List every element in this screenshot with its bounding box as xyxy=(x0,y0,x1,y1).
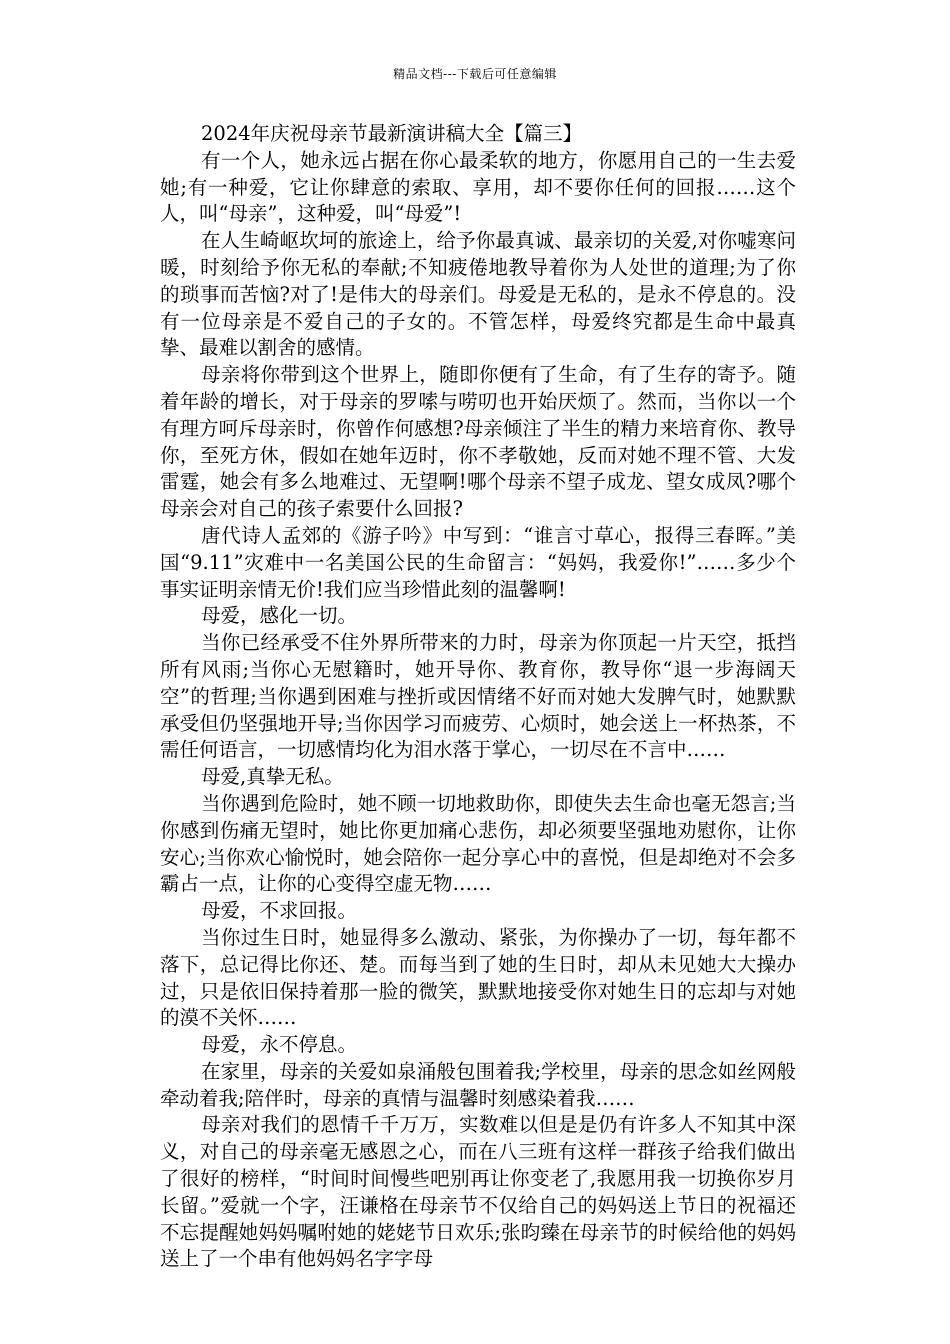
section-heading-4: 母爱，永不停息。 xyxy=(201,1033,358,1057)
paragraph-9: 母亲对我们的恩情千千万万，实数难以但是是仍有许多人不知其中深义，对自己的母亲毫无感恩之心，而在八三班有这样一群孩子给我们做出了很好的榜样，“时间时间慢些吧别再让你变老了,我愿用我一切换你岁月长留。”爱就一个字，汪谦格在母亲节不仅给自己的妈妈送上节日的祝福还不忘提醒她妈妈嘱咐她的姥姥节日欢乐;张昀臻在母亲节的时候给他的妈妈送上了一个串有他妈妈名字字母 xyxy=(160,1113,796,1271)
section-heading-2: 母爱,真挚无私。 xyxy=(201,765,344,789)
paragraph-5: 当你已经承受不住外界所带来的力时，母亲为你顶起一片天空，抵挡所有风雨;当你心无慰籍时，她开导你、教育你，教导你“退一步海阔天空”的哲理;当你遇到困难与挫折或因情绪不好而对她大发脾气时，她默默承受但仍坚强地开导;当你因学习而疲劳、心烦时，她会送上一杯热茶，不需任何语言，一切感情均化为泪水落于掌心，一切尽在不言中…… xyxy=(160,631,796,762)
paragraph-4: 唐代诗人孟郊的《游子吟》中写到：“谁言寸草心，报得三春晖。”美国“9.11”灾难中一名美国公民的生命留言：“妈妈，我爱你!”……多少个事实证明亲情无价!我们应当珍惜此刻的温馨啊! xyxy=(160,523,796,601)
paragraph-3: 母亲将你带到这个世界上，随即你便有了生命，有了生存的寄予。随着年龄的增长，对于母亲的罗嗦与唠叨也开始厌烦了。然而，当你以一个有理方呵斥母亲时，你曾作何感想?母亲倾注了半生的精力来培育你、教导你，至死方休，假如在她年迈时，你不孝敬她，反而对她不理不管、大发雷霆，她会有多么地难过、无望啊!哪个母亲不望子成龙、望女成凤?哪个母亲会对自己的孩子索要什么回报? xyxy=(160,363,796,521)
paragraph-6: 当你遇到危险时，她不顾一切地救助你，即使失去生命也毫无怨言;当你感到伤痛无望时，她比你更加痛心悲伤，却必须要坚强地劝慰你，让你安心;当你欢心愉悦时，她会陪你一起分享心中的喜悦，但是却绝对不会多霸占一点，让你的心变得空虚无物…… xyxy=(160,791,796,896)
section-heading-1: 母爱，感化一切。 xyxy=(201,604,358,628)
document-body xyxy=(160,121,796,1273)
paragraph-1: 有一个人，她永远占据在你心最柔软的地方，你愿用自己的一生去爱她;有一种爱，它让你肆意的索取、享用，却不要你任何的回报……这个人，叫“母亲”，这种爱，叫“母爱”! xyxy=(160,148,796,226)
section-heading-3: 母爱，不求回报。 xyxy=(201,899,358,923)
paragraph-8: 在家里，母亲的关爱如泉涌般包围着我;学校里，母亲的思念如丝网般牵动着我;陪伴时，母亲的真情与温馨时刻感染着我…… xyxy=(160,1059,796,1110)
document-title: 2024年庆祝母亲节最新演讲稿大全【篇三】 xyxy=(201,122,583,145)
paragraph-2: 在人生崎岖坎坷的旅途上，给予你最真诚、最亲切的关爱,对你嘘寒问暖，时刻给予你无私的奉献;不知疲倦地教导着你为人处世的道理;为了你的琐事而苦恼?对了!是伟大的母亲们。母爱是无私的，是永不停息的。没有一位母亲是不爱自己的子女的。不管怎样，母爱终究都是生命中最真挚、最难以割舍的感情。 xyxy=(160,229,796,360)
paragraph-7: 当你过生日时，她显得多么激动、紧张，为你操办了一切，每年都不落下，总记得比你还、楚。而每当到了她的生日时，却从未见她大大操办过，只是依旧保持着那一脸的微笑，默默地接受你对她生日的忘却与对她的漠不关怀…… xyxy=(160,925,796,1030)
page-header: 精品文档---下载后可任意编辑 xyxy=(393,67,557,81)
